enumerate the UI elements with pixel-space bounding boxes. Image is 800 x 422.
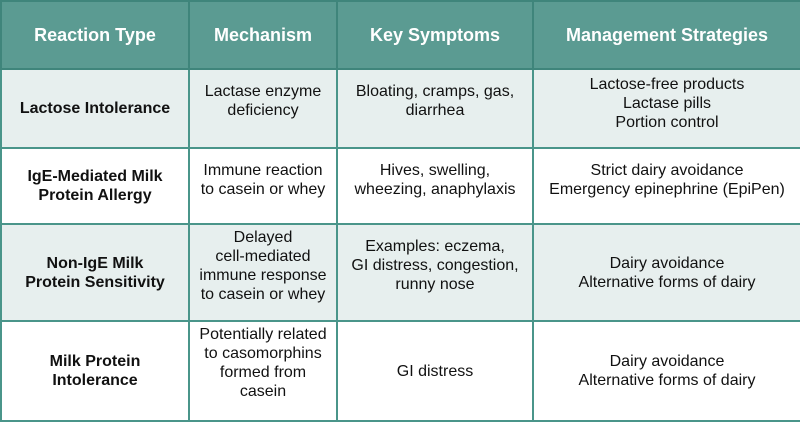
row-reaction-type [1,224,189,321]
cell-line: Delayed [233,229,293,246]
row-symptoms [337,69,533,148]
cell-line: Lactose Intolerance [19,100,171,117]
cell-line: Lactase pills [622,95,712,112]
cell-line: Strict dairy avoidance [590,162,744,179]
cell-line: deficiency [227,102,299,119]
row-management [533,321,800,421]
cell-line: Non-IgE Milk [46,254,144,272]
cell-line: Lactose-free products [589,76,745,93]
row-management [533,148,800,224]
cell-line: Portion control [615,114,719,131]
cell-line: to casein or whey [200,286,326,303]
cell-line: Intolerance [52,372,138,389]
row-management [533,69,800,148]
cell-line: Protein Sensitivity [25,273,165,291]
row-symptoms [337,321,533,421]
cell-line: immune response [199,267,327,284]
row-reaction-type [1,148,189,224]
cell-line: Milk Protein [49,353,141,370]
header-row [1,1,800,69]
cell-line: formed from [219,364,307,381]
header-reaction-type: Reaction Type [1,1,189,69]
row-mechanism [189,148,337,224]
cell-line: diarrhea [405,102,465,119]
row-symptoms [337,224,533,321]
header-key-symptoms: Key Symptoms [337,1,533,69]
cell-line: to casomorphins [204,345,322,362]
cell-line: Emergency epinephrine (EpiPen) [549,181,785,198]
cell-line: Immune reaction [203,162,323,179]
cell-line: Bloating, cramps, gas, [355,83,515,100]
row-management [533,224,800,321]
cell-line: Potentially related [199,326,327,343]
cell-line: GI distress, congestion, [351,257,519,274]
row-reaction-type [1,69,189,148]
cell-line: to casein or whey [200,181,326,198]
cell-line: Dairy avoidance [609,254,725,272]
cell-line: cell-mediated [215,248,311,265]
cell-line: Protein Allergy [38,187,152,204]
table-row [1,69,800,148]
cell-line: Alternative forms of dairy [578,372,756,389]
table-row [1,148,800,224]
cell-line: GI distress [396,362,474,380]
cell-line: wheezing, anaphylaxis [354,181,516,198]
row-mechanism [189,224,337,321]
header-mechanism: Mechanism [189,1,337,69]
table-row [1,321,800,421]
cell-line: IgE-Mediated Milk [27,168,163,185]
cell-line: Hives, swelling, [379,162,491,179]
cell-line: Examples: eczema, [365,238,505,255]
cell-line: casein [239,383,287,400]
row-mechanism [189,321,337,421]
row-reaction-type [1,321,189,421]
header-management-strategies: Management Strategies [533,1,800,69]
row-mechanism [189,69,337,148]
cell-line: Alternative forms of dairy [578,273,756,291]
cell-line: Dairy avoidance [609,353,725,370]
table-row [1,224,800,321]
row-symptoms [337,148,533,224]
cell-line: runny nose [395,276,475,293]
cell-line: Lactase enzyme [204,83,322,100]
